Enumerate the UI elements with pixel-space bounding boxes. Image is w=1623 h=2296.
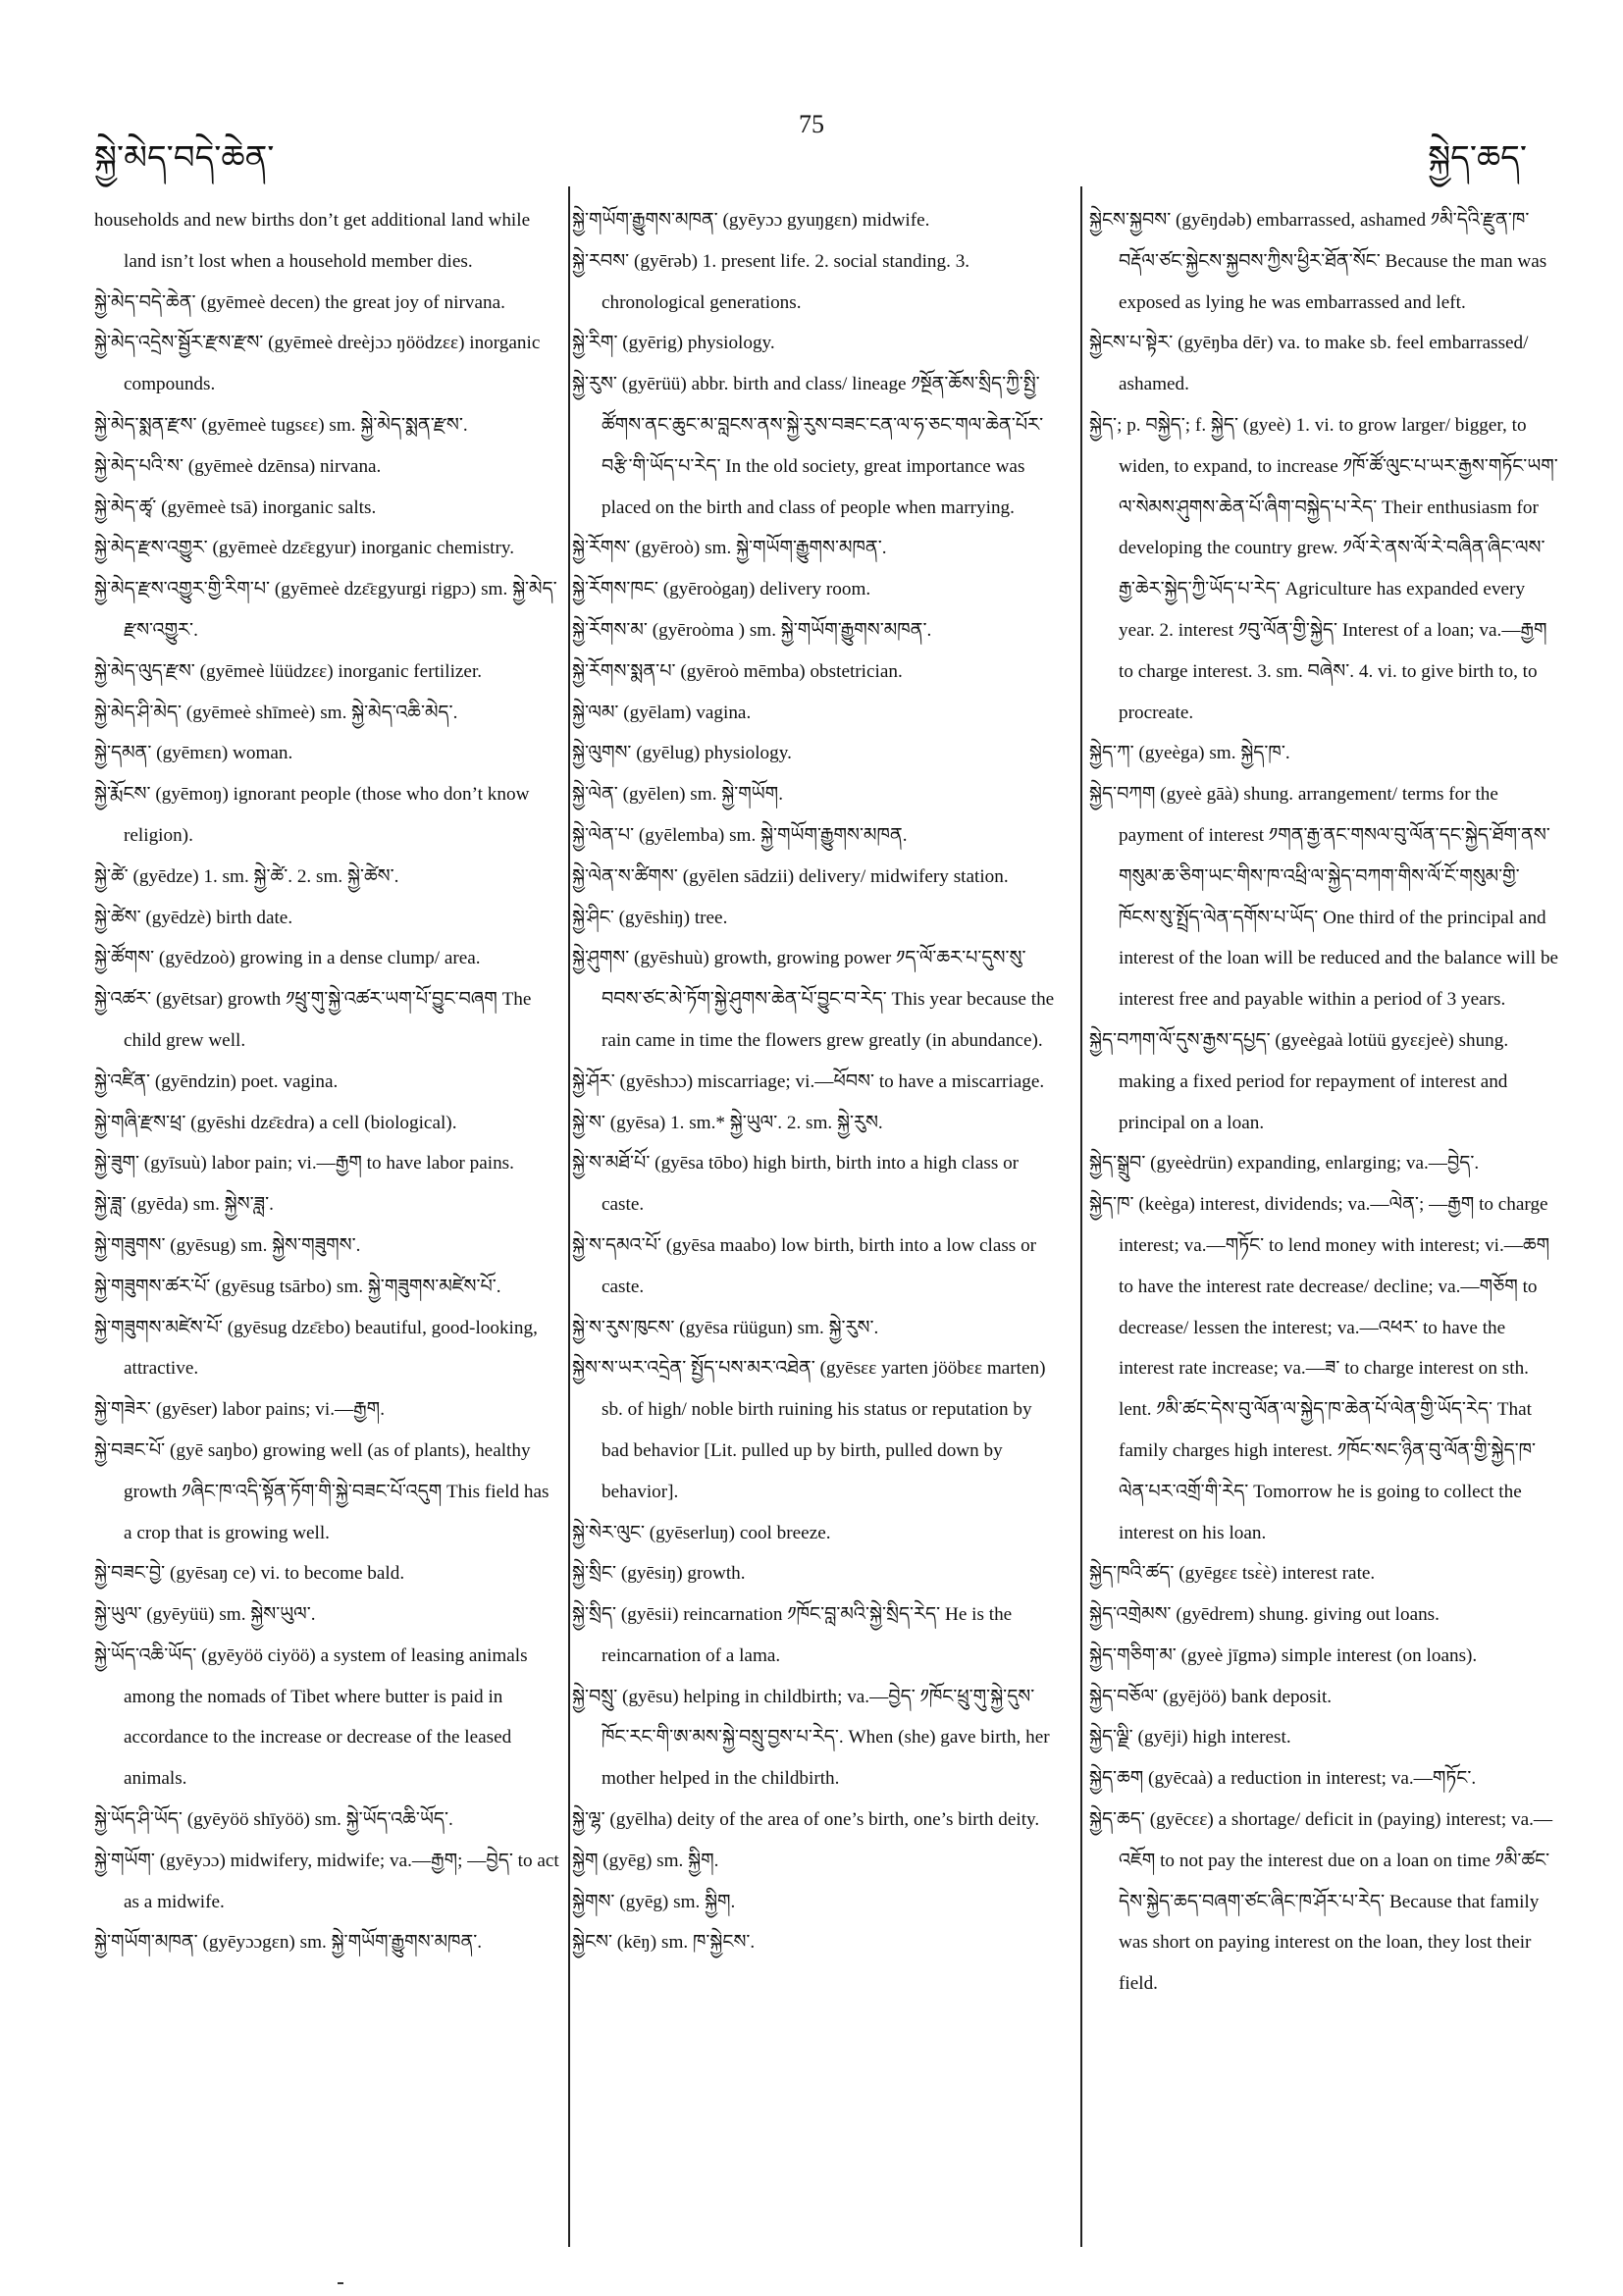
dictionary-entry: སྐྱེ་རོགས་སྨན་པ་ (gyēroò mēmba) obstetrician.	[572, 660, 903, 682]
dictionary-entry: སྐྱེད་ལྗི་ (gyēji) high interest.	[1089, 1727, 1291, 1748]
dictionary-entry: སྐྱེ་གཡོག་རྒྱུགས་མཁན་ (gyēyɔɔ gyuŋgɛn) midwife.	[572, 210, 930, 231]
dictionary-entry: སྐྱེ་སེར་ལུང་ (gyēserluŋ) cool breeze.	[572, 1522, 831, 1543]
dictionary-entry: སྐྱེ་གཟུགས་ཚར་པོ་ (gyēsug tsārbo) sm. སྐྱེ་གཟུགས་མཛེས་པོ་.	[94, 1276, 501, 1297]
dictionary-entry: སྐྱེ་ལེན་ས་ཚིགས་ (gyēlen sādzii) delivery/ midwifery station.	[572, 865, 1009, 887]
dictionary-entry: སྐྱེ་བསྲུ་ (gyēsu) helping in childbirth; va.—བྱེད་ ༡ཁོང་ཕྲུ་གུ་སྐྱེ་དུས་ཁོང་རང་གི་ཨ་མས་སྐྱེ་བསྲུ་བྱས་པ་རེད་. When (she) gave birth, her mother helped in the childbirth.	[572, 1686, 1050, 1790]
dictionary-entry: སྐྱེ་གཟུགས་ (gyēsug) sm. སྐྱེས་གཟུགས་.	[94, 1234, 361, 1256]
dictionary-entry: སྐྱེ་ལེན་ (gyēlen) sm. སྐྱེ་གཡོག.	[572, 784, 783, 806]
dictionary-entry: སྐྱེགས་ (gyēg) sm. སྐྱིག.	[572, 1891, 736, 1912]
dictionary-entry: སྐྱེ་མེད་སྨན་རྫས་ (gyēmeè tugsɛɛ) sm. སྐྱེ་མེད་སྨན་རྫས་.	[94, 414, 468, 436]
dictionary-entry: སྐྱེ་ཟུག་ (gyīsuù) labor pain; vi.—རྒྱག to have labor pains.	[94, 1153, 514, 1174]
dictionary-entry: སྐྱེ་འཛིན་ (gyēndzin) poet. vagina.	[94, 1070, 339, 1092]
dictionary-entry: སྐྱེད་ཁ་ (keèga) interest, dividends; va.—ལེན་; —རྒྱག to charge interest; va.—གཏོང་ to lend money with interest; vi.—ཆག to have the interest rate decrease/ decline; va.—གཅོག to decrease/ lessen the interest; va.—འཕར་ to have the interest rate increase; va.—ཟ་ to charge interest on sth. lent. ༡མི་ཚང་དེས་བུ་ལོན་ལ་སྐྱེད་ཁ་ཆེན་པོ་ལེན་གྱི་ཡོད་རེད་ That family charges high interest. ༡ཁོང་སང་ཉིན་བུ་ལོན་གྱི་སྐྱེད་ཁ་ལེན་པར་འགྲོ་གི་རེད་ Tomorrow he is going to collect the interest on his loan.	[1089, 1194, 1550, 1543]
dictionary-entry: སྐྱེ་ཚོགས་ (gyēdzoò) growing in a dense clump/ area.	[94, 948, 481, 969]
dictionary-entry: སྐྱེ་མེད་ལུད་རྫས་ (gyēmeè lüüdzɛɛ) inorganic fertilizer.	[94, 660, 483, 682]
dictionary-entry: སྐྱེངས་པ་སྟེར་ (gyēŋba dēr) va. to make sb. feel embarrassed/ ashamed.	[1089, 333, 1529, 395]
dictionary-entry: སྐྱེ་རིག་ (gyērig) physiology.	[572, 333, 775, 354]
dictionary-entry: སྐྱེ་བཟང་བྱེ་ (gyēsaŋ ce) vi. to become bald.	[94, 1563, 405, 1585]
dictionary-entry: སྐྱེ་ས་ (gyēsa) 1. sm.* སྐྱེ་ཡུལ་. 2. sm. སྐྱེ་རུས.	[572, 1112, 883, 1133]
dictionary-entry: སྐྱེད་ཆག (gyēcaà) a reduction in interest; va.—གཏོང་.	[1089, 1768, 1477, 1790]
dictionary-entry: སྐྱེ་རུས་ (gyērüü) abbr. birth and class/ lineage ༡སྔོན་ཆོས་སྲིད་ཀྱི་སྤྱི་ཚོགས་ནང་ཆུང་མ་བླངས་ནས་སྐྱེ་རུས་བཟང་ངན་ལ་ཧ་ཅང་གལ་ཆེན་པོར་བརྩི་གི་ཡོད་པ་རེད་ In the old society, great importance was placed on the birth and class of people when marrying.	[572, 374, 1044, 518]
dictionary-entry: སྐྱེ་མེད་རྫས་འགྱུར་གྱི་རིག་པ་ (gyēmeè dzɛ̄ɛgyurgi rigpɔ) sm. སྐྱེ་མེད་རྫས་འགྱུར་.	[94, 579, 557, 641]
dictionary-entry: སྐྱེ་དམན་ (gyēmɛn) woman.	[94, 743, 293, 764]
dictionary-entry: སྐྱེ་ཡོད་ཤི་ཡོད་ (gyēyöö shīyöö) sm. སྐྱེ་ཡོད་འཆི་ཡོད་.	[94, 1809, 453, 1831]
dictionary-entry: སྐྱེ་ས་མཐོ་པོ་ (gyēsa tōbo) high birth, birth into a high class or caste.	[572, 1153, 1020, 1216]
dictionary-entry: སྐྱེད་བཀག (gyeè gāà) shung. arrangement/ terms for the payment of interest ༡གན་རྒྱ་ནང་གསལ་བུ་ལོན་དང་སྐྱེད་ཐོག་ནས་གསུམ་ཆ་ཅིག་ཡང་གིས་ཁ་འཕྲི་ལ་སྐྱེད་བཀག་གིས་ལོ་ངོ་གསུམ་གྱི་ཁོངས་སུ་སྤྲོད་ལེན་དགོས་པ་ཡོད་ One third of the principal and interest of the loan will be reduced and the balance will be interest free and payable within a period of 3 years.	[1089, 784, 1559, 1011]
dictionary-entry: སྐྱེ་ཡུལ་ (gyēyüü) sm. སྐྱེས་ཡུལ་.	[94, 1604, 316, 1626]
footer-mark	[338, 2282, 343, 2284]
left-guide-word: སྐྱེ་མེད་བདེ་ཆེན་	[94, 138, 275, 178]
dictionary-entry: སྐྱེ་རྨོངས་ (gyēmoŋ) ignorant people (those who don’t know religion).	[94, 784, 530, 846]
column-left	[94, 200, 559, 1963]
dictionary-entry: སྐྱེ་འཚར་ (gyētsar) growth ༡ཕྲུ་གུ་སྐྱེ་འཚར་ཡག་པོ་བྱུང་བཞག The child grew well.	[94, 989, 532, 1051]
dictionary-entry: སྐྱེད་ཀ་ (gyeèga) sm. སྐྱེད་ཁ་.	[1089, 743, 1290, 764]
dictionary-entry: སྐྱེ་རོགས་ (gyēroò) sm. སྐྱེ་གཡོག་རྒྱུགས་མཁན་.	[572, 538, 887, 559]
dictionary-entry: སྐྱེ་རོགས་མ་ (gyēroòma ) sm. སྐྱེ་གཡོག་རྒྱུགས་མཁན་.	[572, 619, 932, 641]
page-number: 75	[799, 110, 824, 138]
dictionary-entry: སྐྱེངས་ (kēŋ) sm. ཁ་སྐྱེངས་.	[572, 1932, 756, 1954]
dictionary-entry: སྐྱེ་སྲིད་ (gyēsii) reincarnation ༡ཁོང་བླ་མའི་སྐྱེ་སྲིད་རེད་ He is the reincarnation of a lama.	[572, 1604, 1013, 1666]
dictionary-entry: སྐྱེ་རབས་ (gyērəb) 1. present life. 2. social standing. 3. chronological generations.	[572, 250, 970, 313]
dictionary-entry: སྐྱེད་བཅོལ་ (gyējöö) bank deposit.	[1089, 1686, 1333, 1707]
dictionary-entry: སྐྱེ་ལེན་པ་ (gyēlemba) sm. སྐྱེ་གཡོག་རྒྱུགས་མཁན.	[572, 824, 908, 846]
dictionary-entry: སྐྱེ་ལྷ་ (gyēlha) deity of the area of one’s birth, one’s birth deity.	[572, 1809, 1040, 1831]
dictionary-entry: སྐྱེ་ཚེས་ (gyēdzè) birth date.	[94, 907, 293, 928]
dictionary-entry: སྐྱེ་ཟླ་ (gyēda) sm. སྐྱེས་ཟླ་.	[94, 1194, 274, 1216]
dictionary-entry: སྐྱེ་གཟེར་ (gyēser) labor pains; vi.—རྒྱག.	[94, 1399, 385, 1421]
column-right	[1089, 200, 1560, 2005]
dictionary-entry: སྐྱེ་མེད་འདྲེས་སྦྱོར་རྫས་རྫས་ (gyēmeè dreèjɔɔ ŋöödzɛɛ) inorganic compounds.	[94, 333, 541, 395]
dictionary-entry: སྐྱེ་མེད་ཤི་མེད་ (gyēmeè shīmeè) sm. སྐྱེ་མེད་འཆི་མེད་.	[94, 702, 458, 723]
column-divider-left	[568, 186, 570, 2247]
dictionary-entry: སྐྱེ་ལམ་ (gyēlam) vagina.	[572, 702, 752, 723]
dictionary-entry: སྐྱེད་གཅིག་མ་ (gyeè jīgmə) simple interest (on loans).	[1089, 1644, 1478, 1666]
column-middle	[572, 200, 1059, 1963]
dictionary-entry: སྐྱེངས་སྐྱབས་ (gyēŋdəb) embarrassed, ashamed ༡མི་དེའི་རྫུན་ཁ་བརྡོལ་ཙང་སྐྱེངས་སྐྱབས་ཀྱིས་ཕྱིར་ཐོན་སོང་ Because the man was exposed as lying he was embarrassed and left.	[1089, 210, 1547, 313]
dictionary-entry: སྐྱེ་སྲིང་ (gyēsiŋ) growth.	[572, 1563, 746, 1585]
dictionary-entry: སྐྱེ་ཚེ་ (gyēdze) 1. sm. སྐྱེ་ཚེ་. 2. sm. སྐྱེ་ཚེས་.	[94, 865, 399, 887]
dictionary-entry: སྐྱེ་ས་རུས་ཁུངས་ (gyēsa rüügun) sm. སྐྱེ་རུས་.	[572, 1317, 879, 1338]
dictionary-entry: སྐྱེད་བཀག་ལོ་དུས་རྒྱས་དཔྱད་ (gyeègaà lotüü gyɛɛjeè) shung. making a fixed period for repayment of interest and principal on a loan.	[1089, 1029, 1509, 1133]
dictionary-entry: སྐྱེ་བཟང་པོ་ (gyē saŋbo) growing well (as of plants), healthy growth ༡ཞིང་ཁ་འདི་སྟོན་ཏོག་གི་སྐྱེ་བཟང་པོ་འདུག This field has a crop that is growing well.	[94, 1439, 550, 1543]
dictionary-entry: སྐྱེ་ཤིང་ (gyēshiŋ) tree.	[572, 907, 728, 928]
dictionary-entry: སྐྱེད་ཆད་ (gyēcɛɛ) a shortage/ deficit in (paying) interest; va.—འཇོག to not pay the interest due on a loan on time ༡མི་ཚང་དེས་སྐྱེད་ཆད་བཞག་ཙང་ཞིང་ཁ་ཤོར་པ་རེད་ Because that family was short on paying interest on the loan, they lost their field.	[1089, 1809, 1553, 1995]
dictionary-entry: སྐྱེ་གཡོག་ (gyēyɔɔ) midwifery, midwife; va.—རྒྱག; —བྱེད་ to act as a midwife.	[94, 1850, 559, 1912]
dictionary-entry: སྐྱེ་མེད་བདེ་ཆེན་ (gyēmeè decen) the great joy of nirvana.	[94, 291, 505, 313]
dictionary-entry: སྐྱེ་ཤོར་ (gyēshɔɔ) miscarriage; vi.—ཕོབས་ to have a miscarriage.	[572, 1070, 1045, 1092]
dictionary-entry: སྐྱེ་མེད་ཚྭ་ (gyēmeè tsā) inorganic salts.	[94, 496, 377, 518]
dictionary-entry: སྐྱེད་; p. བསྐྱེད་; f. སྐྱེད་ (gyeè) 1. vi. to grow larger/ bigger, to widen, to expand, to increase ༡ཁོ་ཚོ་ལུང་པ་ཡར་རྒྱས་གཏོང་ཡག་ལ་སེམས་ཤུགས་ཆེན་པོ་ཞིག་བསྐྱེད་པ་རེད་ Their enthusiasm for developing the country grew. ༡ལོ་རེ་ནས་ལོ་རེ་བཞིན་ཞིང་ལས་རྒྱ་ཆེར་སྐྱེད་ཀྱི་ཡོད་པ་རེད་ Agriculture has expanded every year. 2. interest ༡བུ་ལོན་གྱི་སྐྱེད་ Interest of a loan; va.—རྒྱག to charge interest. 3. sm. བཞེས་. 4. vi. to give birth to, to procreate.	[1089, 414, 1558, 723]
dictionary-entry: སྐྱེས་ས་ཡར་འདྲེན་ སྤྱོད་པས་མར་འཐེན་ (gyēsɛɛ yarten jööbɛɛ marten) sb. of high/ noble birth ruining his status or reputation by bad behavior [Lit. pulled up by birth, pulled down by behavior].	[572, 1358, 1046, 1502]
dictionary-entry: སྐྱེ་ཡོད་འཆི་ཡོད་ (gyēyöö ciyöö) a system of leasing animals among the nomads of Tibet where butter is paid in accordance to the increase or decrease of the leased animals.	[94, 1644, 528, 1790]
dictionary-entry: སྐྱེ་རོགས་ཁང་ (gyēroògaŋ) delivery room.	[572, 579, 871, 600]
dictionary-entry: households and new births don’t get additional land while land isn’t lost when a household member dies.	[94, 210, 531, 272]
dictionary-entry: སྐྱེ་གཡོག་མཁན་ (gyēyɔɔgɛn) sm. སྐྱེ་གཡོག་རྒྱུགས་མཁན་.	[94, 1932, 483, 1954]
column-divider-right	[1080, 186, 1082, 2247]
right-guide-word: སྐྱེད་ཆད་	[1428, 138, 1527, 178]
dictionary-entry: སྐྱེད་སྒྲུབ་ (gyeèdrün) expanding, enlarging; va.—བྱེད་.	[1089, 1153, 1480, 1174]
dictionary-entry: སྐྱེ་མེད་རྫས་འགྱུར་ (gyēmeè dzɛ̄ɛgyur) inorganic chemistry.	[94, 538, 515, 559]
dictionary-entry: སྐྱེ་ལུགས་ (gyēlug) physiology.	[572, 743, 792, 764]
dictionary-entry: སྐྱེ་ས་དམའ་པོ་ (gyēsa maabo) low birth, birth into a low class or caste.	[572, 1234, 1037, 1297]
dictionary-entry: སྐྱེ་མེད་པའི་ས་ (gyēmeè dzēnsa) nirvana.	[94, 455, 382, 477]
dictionary-entry: སྐྱེག (gyēg) sm. སྐྱིག.	[572, 1850, 719, 1871]
dictionary-entry: སྐྱེད་ཁའི་ཚད་ (gyēgɛɛ tsɛ̀è) interest rate.	[1089, 1563, 1376, 1585]
dictionary-entry: སྐྱེ་གཞི་རྫས་ཕྲ་ (gyēshi dzɛ̄ɛdra) a cell (biological).	[94, 1112, 457, 1133]
dictionary-entry: སྐྱེ་ཤུགས་ (gyēshuù) growth, growing power ༡ད་ལོ་ཆར་པ་དུས་སུ་བབས་ཙང་མེ་ཏོག་སྐྱེ་ཤུགས་ཆེན་པོ་བྱུང་བ་རེད་ This year because the rain came in time the flowers grew greatly (in abundance).	[572, 948, 1055, 1051]
dictionary-entry: སྐྱེ་གཟུགས་མཛེས་པོ་ (gyēsug dzɛ̄ɛbo) beautiful, good-looking, attractive.	[94, 1317, 538, 1380]
dictionary-entry: སྐྱེད་འགྲེམས་ (gyēdrem) shung. giving out loans.	[1089, 1604, 1440, 1626]
